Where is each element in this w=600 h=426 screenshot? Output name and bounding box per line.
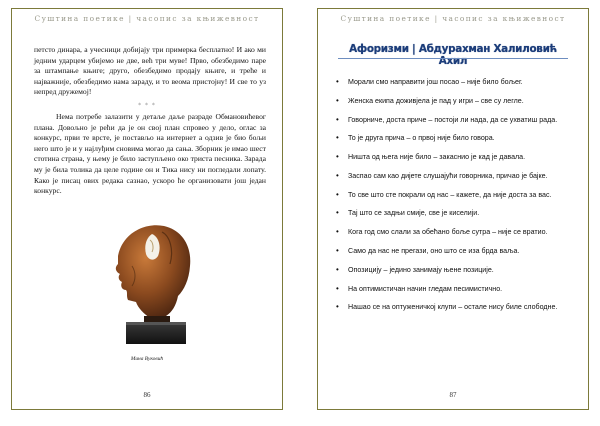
paragraph-1: петсто динара, а учесници добијају три примерка бесплатно! И ако ми једним ударцем убијемо не две, већ три муве! Прво, обезбедимо паре за штампање књиге; друго, обезбедимо продају књиге, и треће и најважније, обезбедимо нама зараду, и то веома пристојну! И све то уз непред дружемој! [34, 45, 266, 97]
list-item: • То је друга прича – о првој није било говора. [332, 133, 570, 144]
left-page [11, 8, 283, 410]
list-item: • Морали смо направити још посао – није било бољег. [332, 77, 570, 88]
list-item: • На оптимистичан начин гледам песимистично. [332, 284, 570, 295]
head-sculpture-image [92, 216, 202, 348]
list-item: • Нашао се на оптуженичкој клупи – остале нису биле слободне. [332, 302, 570, 313]
title-underline [338, 58, 568, 59]
list-item: • То све што сте покрали од нас – кажете, да није доста за вас. [332, 190, 570, 201]
right-page [317, 8, 589, 410]
list-item: • Само да нас не прегази, оно што се иза брда ваља. [332, 246, 570, 257]
list-item: • Говорниче, доста приче – постоји ли нада, да се ухватиш рада. [332, 115, 570, 126]
image-caption: Мина Вуковић [130, 356, 164, 362]
section-separator: * * * [138, 102, 156, 109]
list-item: • Кога год смо слали за обећано боље сутра – није се вратио. [332, 227, 570, 238]
list-item: • Женска екипа доживјела је пад у игри – све су легле. [332, 96, 570, 107]
list-item: • Опозицију – једино занимају њене позиције. [332, 265, 570, 276]
aphorism-list [332, 77, 570, 321]
list-item: • Заспао сам као дијете слушајући говорника, причао је бајке. [332, 171, 570, 182]
article-title: Афоризми | Абдурахман Халиловић Ахил [349, 43, 557, 67]
page-number: 86 [143, 391, 151, 399]
page-header: Суштина поетике | часопис за књижевност [34, 14, 260, 23]
list-item: • Тај што се задњи смије, све је киселији. [332, 208, 570, 219]
page-number: 87 [449, 391, 457, 399]
paragraph-2: Нема потребе залазити у детаље даље разраде Обмановићевог плана. Довољно је рећи да је он свој план спровео у дело, оглас за конкурс, први те врсте, је постављо на интернет а одзив је био бољи него што је и у најлуђим сновима могао да сања. Зборник је имао шест стотина страна, у њему је било заступљено око триста песника. Зарада му је била толика да целе године он и Тика нису ни погледали лопату. Како је писац ових редака сазнао, ускоро ће организовати још један конкурс. [34, 112, 266, 196]
list-item: • Ништа од њега није било – закаснио је кад је давала. [332, 152, 570, 163]
page-header: Суштина поетике | часопис за књижевност [340, 14, 566, 23]
